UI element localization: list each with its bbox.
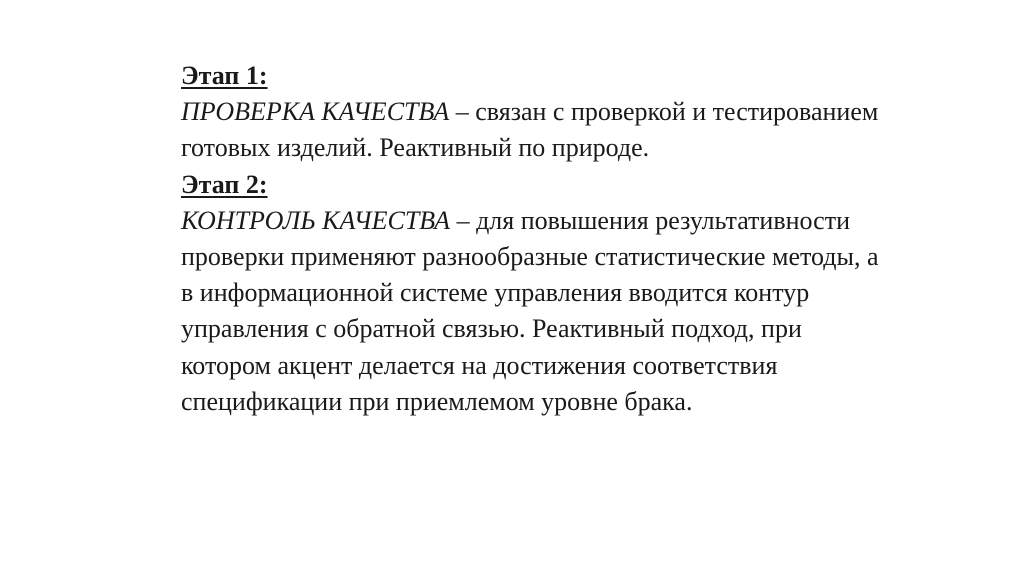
- stage-1-term: ПРОВЕРКА КАЧЕСТВА: [181, 97, 450, 127]
- slide-content: [181, 58, 881, 420]
- stage-2-description: – для повышения результативности проверки применяют разнообразные статистические методы, а в информационной системе управления вводится контур управления с обратной связью. Реактивный подход, при котором акцент делается на достижения соответствия спецификации при приемлемом уровне брака.: [181, 205, 879, 416]
- stage-1-heading: Этап 1:: [181, 61, 268, 90]
- stage-1-body: [181, 94, 881, 166]
- stage-2-body: [181, 203, 881, 420]
- stage-1-description: – связан с проверкой и тестированием готовых изделий. Реактивный по природе.: [181, 97, 879, 163]
- stage-2-term: КОНТРОЛЬ КАЧЕСТВА: [181, 205, 451, 235]
- stage-2-heading: Этап 2:: [181, 169, 268, 199]
